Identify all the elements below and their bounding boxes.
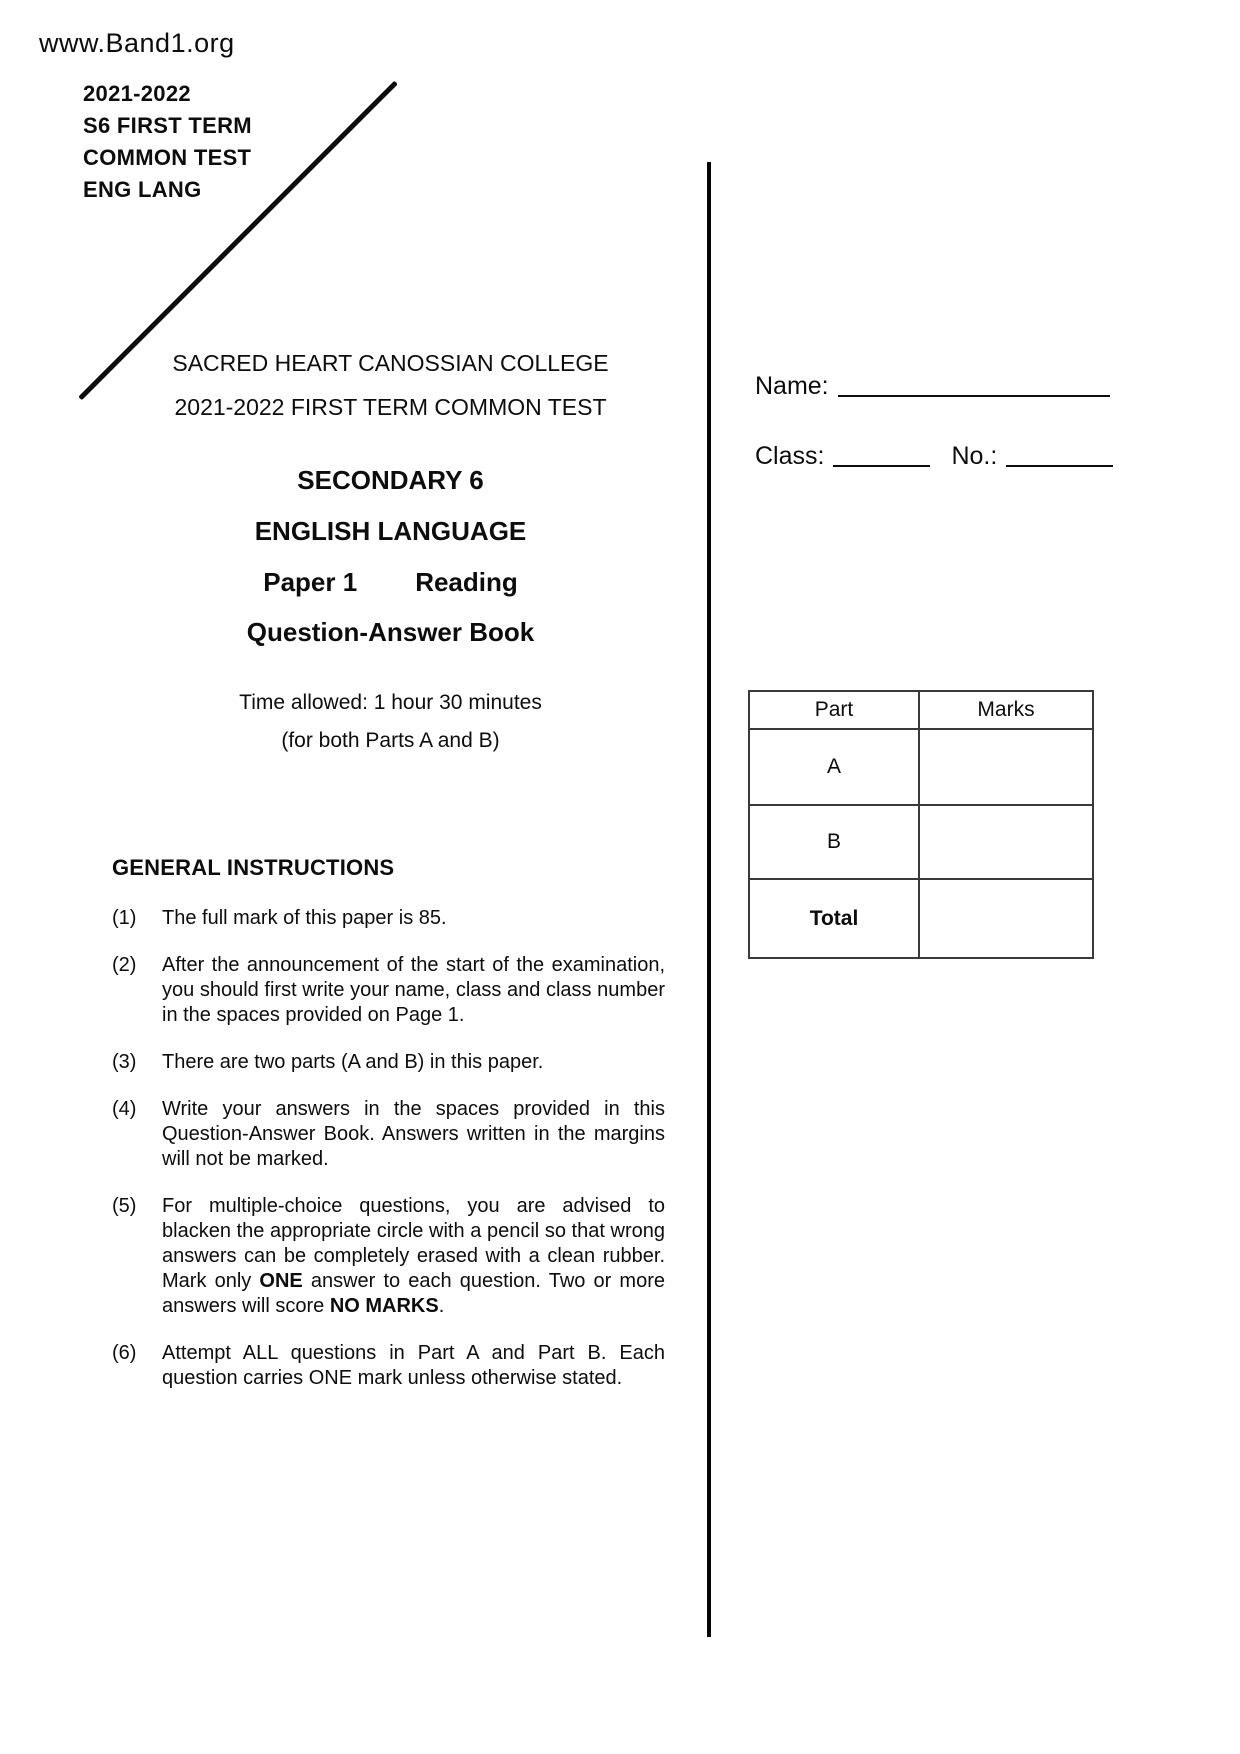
part-a-cell: A: [749, 729, 919, 805]
watermark-url: www.Band1.org: [39, 28, 235, 58]
instruction-number: (1): [112, 907, 137, 929]
title-block: [112, 350, 669, 753]
instruction-number: (5): [112, 1195, 137, 1217]
instruction-text: The full mark of this paper is 85.: [162, 907, 447, 929]
marks-total-cell: [919, 879, 1093, 958]
paper-title: [112, 567, 669, 598]
corner-stamp-line: ENG LANG: [83, 177, 202, 202]
time-note: (for both Parts A and B): [281, 729, 500, 752]
instruction-item: [112, 1050, 665, 1075]
instruction-text: Write your answers in the spaces provided in this Question-Answer Book. Answers written in the margins will not be marked.: [162, 1098, 665, 1170]
school-name: SACRED HEART CANOSSIAN COLLEGE: [172, 350, 609, 376]
class-field-row: [755, 442, 1113, 471]
instruction-item: [112, 906, 665, 931]
table-row: [749, 879, 1093, 958]
total-cell: Total: [749, 879, 919, 958]
instruction-text: After the announcement of the start of the examination, you should first write your name, class and class number in the spaces provided on Page 1.: [162, 954, 665, 1026]
table-row: [749, 729, 1093, 805]
instruction-number: (2): [112, 954, 137, 976]
instruction-item: [112, 1194, 665, 1319]
class-blank-line: [833, 465, 930, 467]
name-field-row: [755, 372, 1110, 401]
paper-label: Paper 1: [263, 567, 358, 597]
instruction-number: (3): [112, 1051, 137, 1073]
no-label: No.:: [951, 442, 998, 470]
book-title: Question-Answer Book: [246, 617, 535, 647]
instruction-number: (4): [112, 1098, 137, 1120]
marks-b-cell: [919, 805, 1093, 879]
instruction-number: (6): [112, 1342, 137, 1364]
test-name: 2021-2022 FIRST TERM COMMON TEST: [174, 394, 607, 420]
table-row: [749, 805, 1093, 879]
part-column-header: Part: [749, 691, 919, 729]
marks-table: [748, 690, 1094, 959]
name-blank-line: [838, 395, 1110, 397]
instruction-item: [112, 953, 665, 1028]
instructions-heading: GENERAL INSTRUCTIONS: [112, 855, 395, 880]
class-label: Class:: [755, 442, 825, 470]
instruction-item: [112, 1341, 665, 1391]
corner-stamp-line: 2021-2022: [83, 81, 191, 106]
bold-emphasis: NO MARKS: [329, 1295, 439, 1317]
instruction-text: There are two parts (A and B) in this paper.: [162, 1051, 544, 1073]
name-label: Name:: [755, 372, 829, 400]
subject-title: ENGLISH LANGUAGE: [254, 516, 527, 546]
corner-stamp: [83, 78, 252, 206]
marks-a-cell: [919, 729, 1093, 805]
paper-name: Reading: [415, 567, 518, 597]
instruction-text: For multiple-choice questions, you are advised to blacken the appropriate circle with a pencil so that wrong answers can be completely erased with a clean rubber. Mark only ONE answer to each question. Two or more answers will score NO MARKS.: [162, 1195, 665, 1317]
instruction-item: [112, 1097, 665, 1172]
marks-table-header-row: [749, 691, 1093, 729]
instructions-list: [112, 906, 665, 1391]
time-allowed: Time allowed: 1 hour 30 minutes: [239, 691, 542, 714]
general-instructions: [112, 855, 665, 1413]
corner-stamp-line: COMMON TEST: [83, 145, 252, 170]
marks-column-header: Marks: [919, 691, 1093, 729]
no-blank-line: [1006, 465, 1113, 467]
vertical-divider-line: [707, 162, 711, 1637]
bold-emphasis: ONE: [259, 1270, 303, 1292]
level-title: SECONDARY 6: [297, 465, 484, 495]
instruction-text: Attempt ALL questions in Part A and Part B. Each question carries ONE mark unless otherwise stated.: [162, 1342, 665, 1389]
part-b-cell: B: [749, 805, 919, 879]
corner-stamp-line: S6 FIRST TERM: [83, 113, 252, 138]
